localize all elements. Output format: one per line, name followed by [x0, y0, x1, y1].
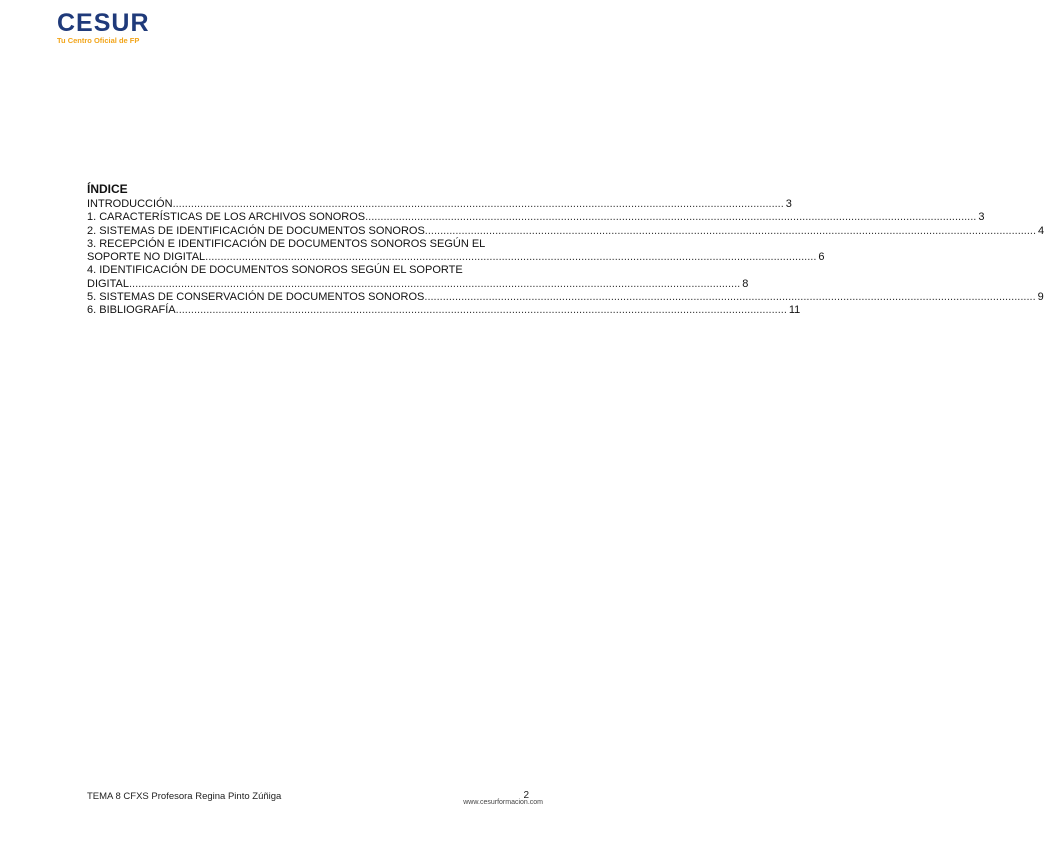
toc-leader: ........................................................................................................................................................................................................ — [424, 291, 1036, 304]
toc-leader: ........................................................................................................................................................................................................ — [128, 277, 741, 290]
toc-entry-page: 6 — [818, 251, 825, 264]
toc-title: ÍNDICE — [87, 182, 128, 196]
toc-entry-page: 9 — [1037, 291, 1044, 304]
toc-leader: ........................................................................................................................................................................................................ — [175, 304, 787, 317]
toc-entry-text: 1. CARACTERÍSTICAS DE LOS ARCHIVOS SONOROS — [87, 211, 366, 224]
toc-entry[interactable] — [87, 304, 801, 317]
toc-entry-text: SOPORTE NO DIGITAL — [87, 251, 206, 264]
page-footer — [87, 791, 543, 811]
toc-entry[interactable] — [87, 237, 825, 265]
footer-text: TEMA 8 CFXS Profesora Regina Pinto Zúñiga — [87, 791, 282, 802]
toc-entry[interactable] — [87, 198, 792, 211]
toc-entry-text: 6. BIBLIOGRAFÍA — [87, 304, 176, 317]
toc-entry-page: 4 — [1038, 224, 1044, 237]
toc-leader: ........................................................................................................................................................................................................ — [172, 198, 784, 210]
table-of-contents — [87, 182, 1044, 318]
toc-entry-text: 2. SISTEMAS DE IDENTIFICACIÓN DE DOCUMENTOS SONOROS — [87, 224, 425, 237]
toc-entry-text: INTRODUCCIÓN — [87, 198, 173, 210]
logo-text: CESUR — [57, 9, 150, 37]
toc-entry-page: 8 — [742, 277, 749, 290]
toc-entry-text: DIGITAL — [87, 277, 129, 290]
toc-entry[interactable] — [87, 224, 1044, 238]
logo-tagline: Tu Centro Oficial de FP — [57, 36, 140, 45]
toc-entry-text-line1: 3. RECEPCIÓN E IDENTIFICACIÓN DE DOCUMENTOS SONOROS SEGÚN EL — [87, 237, 486, 250]
toc-entry[interactable] — [87, 211, 985, 224]
toc-entry[interactable] — [87, 291, 1044, 304]
toc-entry[interactable] — [87, 264, 749, 291]
cesur-logo — [57, 10, 150, 45]
toc-entry-page: 11 — [788, 304, 801, 317]
website-link[interactable]: www.cesurformacion.com — [463, 799, 543, 806]
toc-entry-page: 3 — [978, 211, 985, 224]
toc-leader: ........................................................................................................................................................................................................ — [365, 211, 977, 224]
toc-entry-page: 3 — [785, 198, 792, 210]
page-number: 2 — [523, 790, 529, 801]
toc-entry-text-line1: 4. IDENTIFICACIÓN DE DOCUMENTOS SONOROS SEGÚN EL SOPORTE — [87, 264, 463, 277]
toc-leader: ........................................................................................................................................................................................................ — [424, 224, 1037, 237]
toc-entry-text: 5. SISTEMAS DE CONSERVACIÓN DE DOCUMENTOS SONOROS — [87, 291, 425, 304]
toc-leader: ........................................................................................................................................................................................................ — [205, 251, 817, 264]
